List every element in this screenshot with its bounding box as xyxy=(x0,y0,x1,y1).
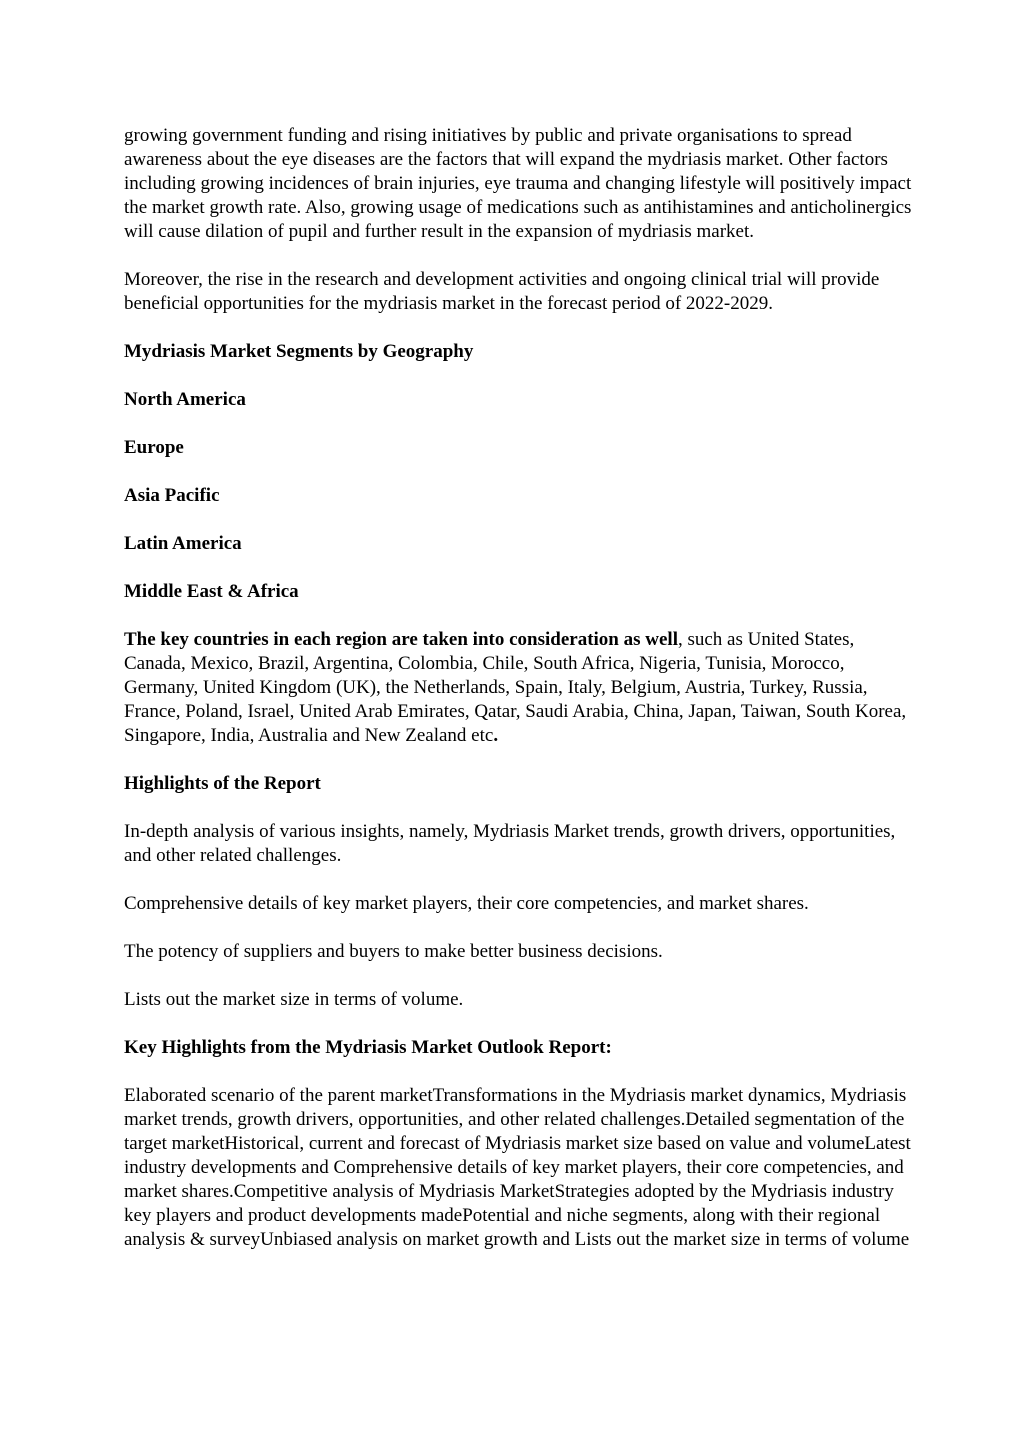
key-countries-period: . xyxy=(493,725,499,746)
outlook-paragraph: Moreover, the rise in the research and development activities and ongoing clinical trial will provide beneficial opportunities for the mydriasis market in the forecast period of 2022-2029. xyxy=(124,269,880,314)
geography-heading: Mydriasis Market Segments by Geography xyxy=(124,341,474,362)
intro-paragraph: growing government funding and rising initiatives by public and private organisations to spread awareness about the eye diseases are the factors that will expand the mydriasis market. Other factors including growing incidences of brain injuries, eye trauma and changing lifestyle will positively impact the market growth rate. Also, growing usage of medications such as antihistamines and anticholinergics will cause dilation of pupil and further result in the expansion of mydriasis market. xyxy=(124,125,912,242)
key-countries-paragraph xyxy=(124,628,914,748)
key-countries-lead: The key countries in each region are taken into consideration as well xyxy=(124,629,678,650)
highlight-item: Comprehensive details of key market players, their core competencies, and market shares. xyxy=(124,893,809,914)
region-middle-east-africa: Middle East & Africa xyxy=(124,581,299,602)
key-countries-list: , such as United States, Canada, Mexico, Brazil, Argentina, Colombia, Chile, South Africa, Nigeria, Tunisia, Morocco, Germany, United Kingdom (UK), the Netherlands, Spain, Italy, Belgium, Austria, Turkey, Russia, France, Poland, Israel, United Arab Emirates, Qatar, Saudi Arabia, China, Japan, Taiwan, South Korea, Singapore, India, Australia and New Zealand etc xyxy=(124,629,907,746)
region-north-america: North America xyxy=(124,389,246,410)
key-highlights-paragraph: Elaborated scenario of the parent marketTransformations in the Mydriasis market dynamics, Mydriasis market trends, growth drivers, opportunities, and other related challenges.Detailed segmentation of the target marketHistorical, current and forecast of Mydriasis market size based on value and volumeLatest industry developments and Comprehensive details of key market players, their core competencies, and market shares.Competitive analysis of Mydriasis MarketStrategies adopted by the Mydriasis industry key players and product developments madePotential and niche segments, along with their regional analysis & surveyUnbiased analysis on market growth and Lists out the market size in terms of volume xyxy=(124,1085,911,1250)
highlights-heading: Highlights of the Report xyxy=(124,773,321,794)
region-europe: Europe xyxy=(124,437,184,458)
region-latin-america: Latin America xyxy=(124,533,242,554)
highlight-item: In-depth analysis of various insights, namely, Mydriasis Market trends, growth drivers, opportunities, and other related challenges. xyxy=(124,821,896,866)
key-highlights-heading: Key Highlights from the Mydriasis Market Outlook Report: xyxy=(124,1037,612,1058)
highlight-item: The potency of suppliers and buyers to make better business decisions. xyxy=(124,941,663,962)
document-page xyxy=(124,124,914,1276)
highlight-item: Lists out the market size in terms of volume. xyxy=(124,989,464,1010)
region-asia-pacific: Asia Pacific xyxy=(124,485,220,506)
